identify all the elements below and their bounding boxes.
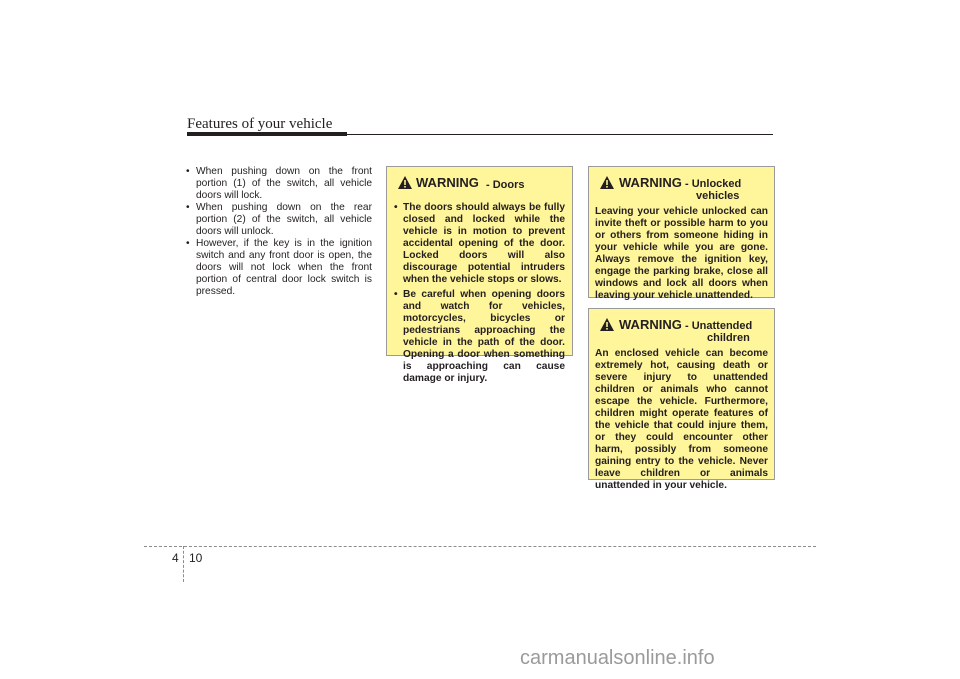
warning-subject-continued: vehicles <box>696 190 740 202</box>
warning-subject: - Unlocked <box>685 178 742 190</box>
warning-box-unattended-children <box>588 308 775 491</box>
footer-rule <box>144 546 816 547</box>
warning-label: WARNING <box>416 175 479 190</box>
list-item: • However, if the key is in the ignition switch and any front door is open, the doors will not lock when the front portion of central door lock switch is pressed. <box>186 238 372 297</box>
warning-body: An enclosed vehicle can become extremely hot, causing death or severe injury to unattended children or animals who cannot escape the vehicle. Furthermore, children might operate features of the vehicle that could injure them, or they could encounter other harm, possibly from someone gaining entry to the vehicle. Never leave children or animals unattended in your vehicle. <box>595 348 768 491</box>
bullet: • <box>186 202 190 213</box>
page-chapter: 4 <box>172 551 179 565</box>
warning-triangle-icon <box>600 176 614 189</box>
left-column <box>185 166 372 298</box>
warning-triangle-icon <box>600 318 614 331</box>
page-number: 10 <box>189 551 203 565</box>
watermark: carmanualsonline.info <box>520 647 715 669</box>
warning-body <box>394 202 565 385</box>
list-item: • When pushing down on the front portion (1) of the switch, all vehicle doors will lock. <box>186 166 372 201</box>
warning-box-doors <box>386 166 573 384</box>
bullet: • <box>186 238 190 249</box>
warning-heading <box>394 176 565 202</box>
warning-heading <box>595 318 768 348</box>
warning-subject: - Unattended <box>685 320 753 332</box>
warning-heading <box>595 176 768 206</box>
footer-divider <box>183 546 184 582</box>
header-rule-accent <box>187 132 347 136</box>
bullet: • <box>394 202 398 213</box>
warning-subject: - Doors <box>486 179 525 191</box>
warning-body: Leaving your vehicle unlocked can invite theft or possible harm to you or others from someone hiding in your vehicle while you are gone. Always remove the ignition key, engage the parking brake, close all windows and lock all doors when leaving your vehicle unattended. <box>595 206 768 301</box>
bullet: • <box>186 166 190 177</box>
warning-label: WARNING <box>619 317 682 332</box>
list-item: • Be careful when opening doors and watch for vehicles, motorcycles, bicycles or pedestrians approaching the vehicle in the path of the door. Opening a door when something is approaching can cause damage or injury. <box>394 289 565 384</box>
warning-subject-continued: children <box>707 332 750 344</box>
warning-label: WARNING <box>619 175 682 190</box>
warning-box-unlocked-vehicles <box>588 166 775 301</box>
list-item: • When pushing down on the rear portion (2) of the switch, all vehicle doors will unlock. <box>186 202 372 237</box>
warning-triangle-icon <box>398 176 412 189</box>
list-item: • The doors should always be fully closed and locked while the vehicle is in motion to prevent accidental opening of the door. Locked doors will also discourage potential intruders when the vehicle stops or slows. <box>394 202 565 285</box>
header-title: Features of your vehicle <box>187 116 333 132</box>
bullet: • <box>394 289 398 300</box>
